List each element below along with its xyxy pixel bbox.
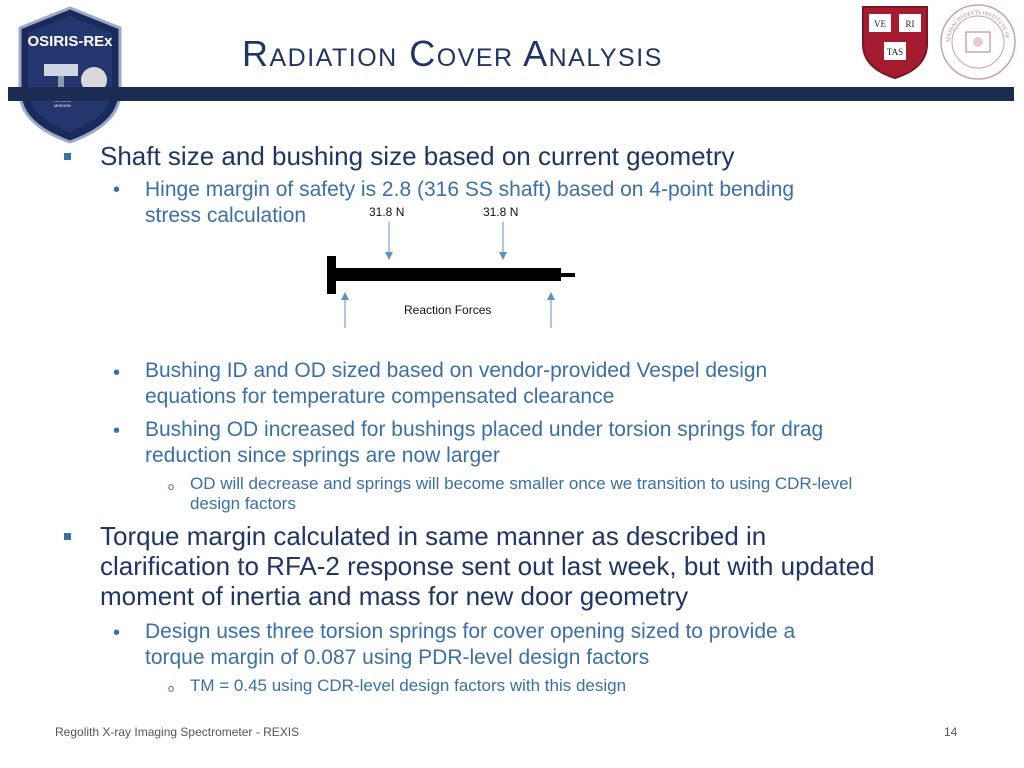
- footer-project-name: Regolith X-ray Imaging Spectrometer - REXIS: [55, 725, 300, 739]
- slide-title: Radiation Cover Analysis: [242, 33, 663, 74]
- svg-text:MASSACHUSETTS INSTITUTE OF TEC: MASSACHUSETTS INSTITUTE OF: [945, 9, 1010, 43]
- sub-bullet-marker: •: [113, 179, 121, 201]
- svg-text:TAS: TAS: [886, 47, 904, 57]
- svg-text:OSIRIS-REx: OSIRIS-REx: [27, 33, 113, 50]
- bullet-marker: [64, 533, 71, 540]
- svg-text:RI: RI: [905, 19, 915, 29]
- sub-bullet-springs-line1: Design uses three torsion springs for cover opening sized to provide a: [145, 620, 796, 643]
- reaction-forces-label: Reaction Forces: [404, 303, 492, 317]
- osiris-rex-logo: [14, 6, 126, 144]
- bullet-shaft-size: Shaft size and bushing size based on current geometry: [100, 141, 735, 171]
- svg-text:VE: VE: [874, 19, 886, 29]
- sub-bullet-hinge-line1: Hinge margin of safety is 2.8 (316 SS shaft) based on 4-point bending: [145, 178, 795, 201]
- sub-bullet-marker: •: [113, 362, 121, 384]
- bullet-torque-line1: Torque margin calculated in same manner as described in: [100, 521, 767, 551]
- sub-bullet-springs-line2: torque margin of 0.087 using PDR-level design factors: [145, 646, 650, 669]
- bending-load-diagram: [325, 198, 585, 334]
- bullet-marker: [64, 153, 71, 160]
- sub-sub-bullet-marker: o: [168, 683, 175, 695]
- sub-bullet-hinge-line2: stress calculation: [145, 204, 307, 227]
- sub-bullet-bushing-id-line2: equations for temperature compensated clearance: [145, 385, 615, 408]
- beam-stub: [561, 273, 575, 277]
- force-label-right: 31.8 N: [483, 205, 519, 219]
- harvard-shield-logo: [860, 4, 930, 80]
- page-number: 14: [944, 725, 958, 739]
- sub-sub-bullet-od-line2: design factors: [190, 494, 296, 513]
- sub-sub-bullet-tm: TM = 0.45 using CDR-level design factors with this design: [190, 676, 627, 695]
- mit-seal-logo: [938, 2, 1018, 82]
- sub-bullet-marker: •: [113, 622, 121, 644]
- title-underline-bar: [8, 87, 1014, 101]
- sub-sub-bullet-od-line1: OD will decrease and springs will become smaller once we transition to using CDR-level: [190, 474, 853, 493]
- svg-text:MISSION: MISSION: [54, 103, 71, 108]
- sub-bullet-bushing-od-line2: reduction since springs are now larger: [145, 444, 500, 467]
- sub-bullet-marker: •: [113, 420, 121, 442]
- force-label-left: 31.8 N: [369, 205, 405, 219]
- bullet-torque-line3: moment of inertia and mass for new door geometry: [100, 581, 689, 611]
- beam-body: [327, 268, 561, 281]
- bullet-torque-line2: clarification to RFA-2 response sent out last week, but with updated: [100, 551, 875, 581]
- sub-sub-bullet-marker: o: [168, 481, 175, 493]
- sub-bullet-bushing-id-line1: Bushing ID and OD sized based on vendor-provided Vespel design: [145, 359, 768, 382]
- sub-bullet-bushing-od-line1: Bushing OD increased for bushings placed under torsion springs for drag: [145, 418, 824, 441]
